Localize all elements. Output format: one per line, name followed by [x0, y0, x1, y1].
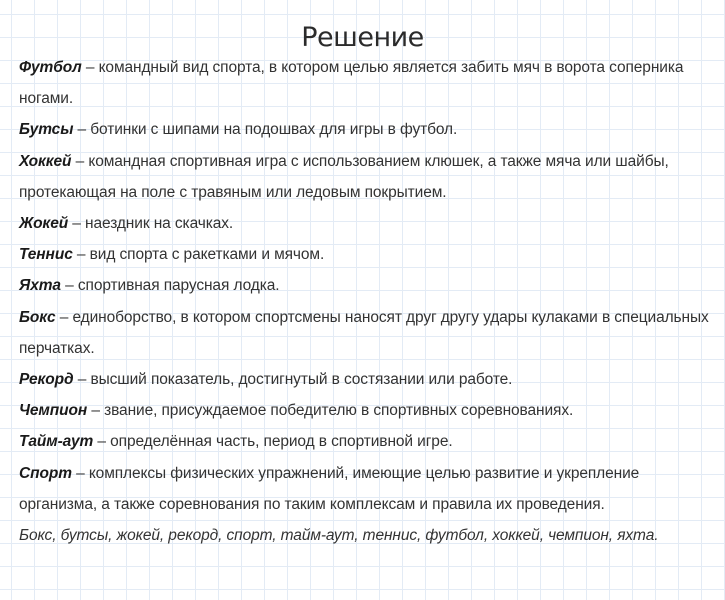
term: Жокей — [19, 215, 69, 233]
term: Чемпион — [19, 402, 88, 420]
separator: – — [68, 215, 86, 233]
definition: комплексы физических упражнений, имеющие целью развитие и укрепление организма, а также соревнования по таким комплексам и правила их проведения. — [19, 464, 640, 513]
term: Бутсы — [19, 121, 74, 139]
answer-line: Бокс, бутсы, жокей, рекорд, спорт, тайм-аут, теннис, футбол, хоккей, чемпион, яхта. — [19, 527, 659, 545]
definition: ботинки с шипами на подошвах для игры в футбол. — [90, 121, 458, 139]
definition: наездник на скачках. — [85, 215, 234, 233]
definition-entry — [19, 52, 709, 114]
definition-entry — [19, 458, 709, 520]
definition-entry — [19, 114, 709, 145]
term: Футбол — [19, 59, 82, 76]
separator: – — [72, 246, 90, 264]
separator: – — [55, 308, 73, 326]
definition-entry — [19, 302, 709, 364]
definition-entry — [19, 270, 709, 301]
separator: – — [93, 433, 111, 451]
definition-entry — [19, 426, 709, 457]
definition-entry — [19, 239, 709, 270]
separator: – — [73, 121, 91, 139]
term: Спорт — [19, 464, 72, 482]
term: Тайм-аут — [19, 433, 94, 451]
term: Рекорд — [19, 371, 74, 389]
separator: – — [71, 152, 89, 170]
definition: звание, присуждаемое победителю в спортивных соревнованиях. — [104, 402, 574, 420]
definition: спортивная парусная лодка. — [77, 277, 280, 295]
solution-content — [19, 52, 709, 551]
definition: командная спортивная игра с использованием клюшек, а также мяча или шайбы, протекающая на поле с травяным или ледовым покрытием. — [19, 152, 669, 201]
term: Бокс — [19, 308, 56, 326]
definition-entry — [19, 395, 709, 426]
definition-entry — [19, 146, 709, 208]
page-title: Решение — [301, 22, 424, 54]
definition: вид спорта с ракетками и мячом. — [89, 246, 325, 264]
definition: определённая часть, период в спортивной игре. — [110, 433, 453, 451]
term: Теннис — [19, 246, 73, 264]
definition: высший показатель, достигнутый в состязании или работе. — [90, 371, 513, 389]
definition-entry — [19, 364, 709, 395]
definition-entry — [19, 208, 709, 239]
separator: – — [60, 277, 78, 295]
term: Яхта — [19, 277, 61, 295]
separator: – — [73, 371, 91, 389]
separator: – — [81, 59, 99, 76]
separator: – — [71, 464, 89, 482]
separator: – — [87, 402, 105, 420]
term: Хоккей — [19, 152, 72, 170]
definition: командный вид спорта, в котором целью является забить мяч в ворота соперника ногами. — [19, 59, 684, 108]
definition: единоборство, в котором спортсмены наносят друг другу удары кулаками в специальных перчатках. — [19, 308, 709, 357]
